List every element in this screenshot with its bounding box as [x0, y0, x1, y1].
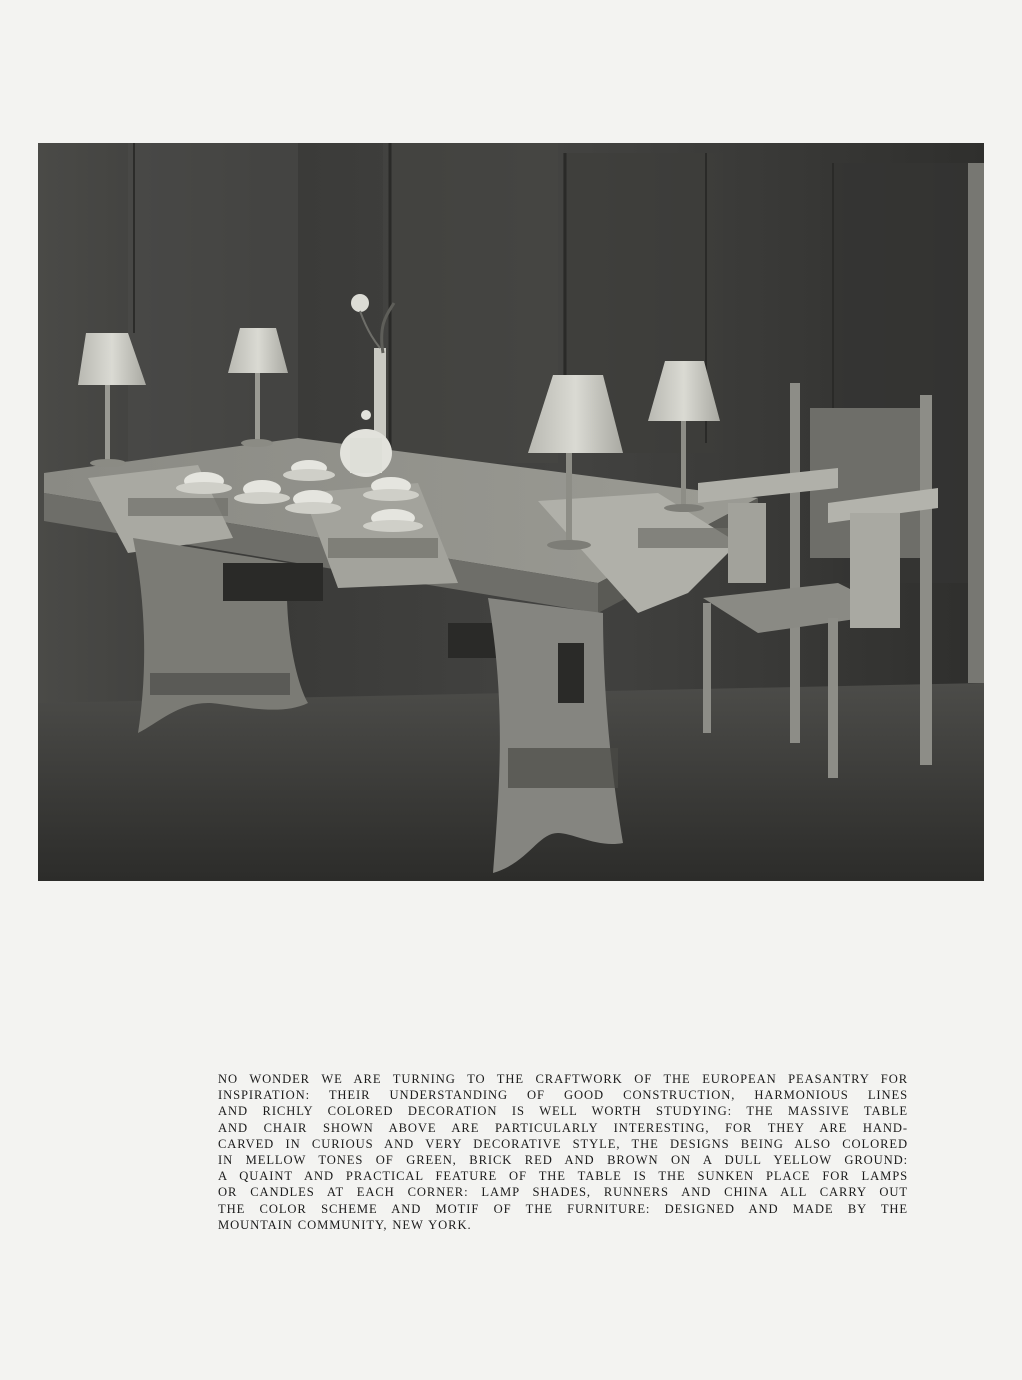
caption-line: CARVED IN CURIOUS AND VERY DECORATIVE STYLE, THE DESIGNS BEING ALSO COLORED	[218, 1136, 908, 1151]
halftone-photograph	[38, 143, 984, 881]
caption-line: MOUNTAIN COMMUNITY, NEW YORK.	[218, 1217, 472, 1232]
caption-line: AND CHAIR SHOWN ABOVE ARE PARTICULARLY INTERESTING, FOR THEY ARE HAND-	[218, 1120, 908, 1135]
caption-line: A QUAINT AND PRACTICAL FEATURE OF THE TABLE IS THE SUNKEN PLACE FOR LAMPS	[218, 1169, 908, 1184]
photo-caption	[218, 1071, 908, 1233]
caption-line: INSPIRATION: THEIR UNDERSTANDING OF GOOD CONSTRUCTION, HARMONIOUS LINES	[218, 1088, 908, 1103]
photo-illustration	[38, 143, 984, 881]
caption-line: NO WONDER WE ARE TURNING TO THE CRAFTWORK OF THE EUROPEAN PEASANTRY FOR	[218, 1072, 908, 1086]
caption-line: AND RICHLY COLORED DECORATION IS WELL WORTH STUDYING: THE MASSIVE TABLE	[218, 1104, 908, 1119]
caption-line: OR CANDLES AT EACH CORNER: LAMP SHADES, RUNNERS AND CHINA ALL CARRY OUT	[218, 1185, 908, 1200]
caption-line: THE COLOR SCHEME AND MOTIF OF THE FURNITURE: DESIGNED AND MADE BY THE	[218, 1201, 908, 1216]
caption-line: IN MELLOW TONES OF GREEN, BRICK RED AND BROWN ON A DULL YELLOW GROUND:	[218, 1153, 908, 1168]
